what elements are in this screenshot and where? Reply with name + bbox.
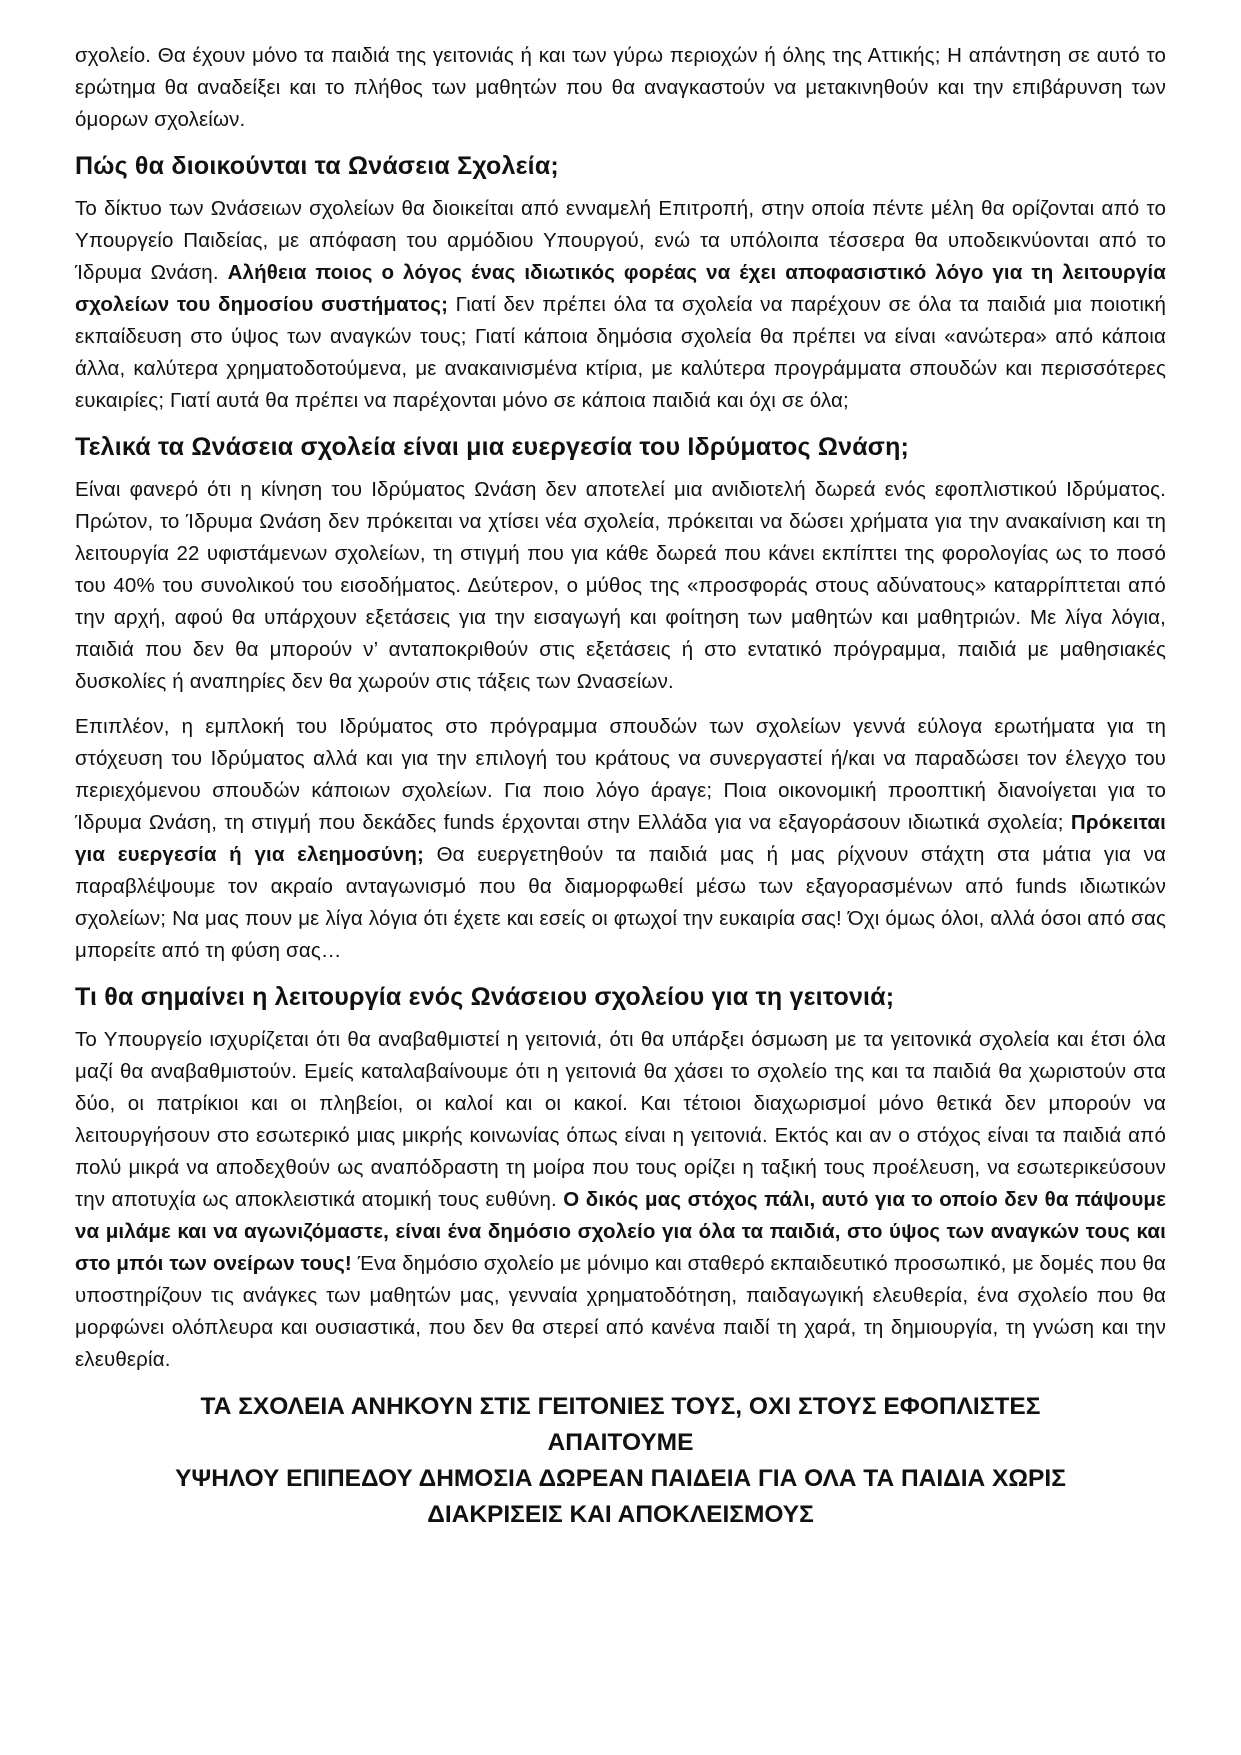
benefaction-bold-question: Πρόκειται για ευεργεσία ή για ελεημοσύνη; [75, 811, 1166, 866]
section-heading-benefaction: Τελικά τα Ωνάσεια σχολεία είναι μια ευεργεσία του Ιδρύματος Ωνάση; [75, 433, 910, 461]
intro-paragraph: σχολείο. Θα έχουν μόνο τα παιδιά της γειτονιάς ή και των γύρω περιοχών ή όλης της Αττικής; Η απάντηση σε αυτό το ερώτημα θα αναδείξει και το πλήθος των μαθητών που θα αναγκαστούν να μετακινηθούν και την επιβάρυνση των όμορων σχολείων. [75, 44, 1166, 131]
neighborhood-bold-goal: Ο δικός μας στόχος πάλι, αυτό για το οποίο δεν θα πάψουμε να μιλάμε και να αγωνιζόμαστε, είναι ένα δημόσιο σχολείο για όλα τα παιδιά, στο ύψος των αναγκών τους και στο μπόι των ονείρων τους! [75, 1188, 1166, 1275]
section-heading-governance: Πώς θα διοικούνται τα Ωνάσεια Σχολεία; [75, 152, 559, 180]
closing-line-1: ΤΑ ΣΧΟΛΕΙΑ ΑΝΗΚΟΥΝ ΣΤΙΣ ΓΕΙΤΟΝΙΕΣ ΤΟΥΣ, ΟΧΙ ΣΤΟΥΣ ΕΦΟΠΛΙΣΤΕΣ [200, 1393, 1041, 1420]
governance-bold-question: Αλήθεια ποιος ο λόγος ένας ιδιωτικός φορέας να έχει αποφασιστικό λόγο για τη λειτουργία σχολείων του δημοσίου συστήματος; [75, 261, 1166, 316]
benefaction-paragraph-2 [75, 711, 1166, 967]
governance-text-b: Γιατί δεν πρέπει όλα τα σχολεία να παρέχουν σε όλα τα παιδιά μια ποιοτική εκπαίδευση στο ύψος των αναγκών τους; Γιατί κάποια δημόσια σχολεία θα πρέπει να είναι «ανώτερα» από κάποια άλλα, καλύτερα χρηματοδοτούμενα, με ανακαινισμένα κτίρια, με καλύτερα προγράμματα σπουδών και περισσότερες ευκαιρίες; Γιατί αυτά θα πρέπει να παρέχονται μόνο σε κάποια παιδιά και όχι σε όλα; [75, 293, 1166, 412]
neighborhood-text-b: Ένα δημόσιο σχολείο με μόνιμο και σταθερό εκπαιδευτικό προσωπικό, με δομές που θα υποστηρίζουν τις ανάγκες των μαθητών μας, γενναία χρηματοδότηση, παιδαγωγική ελευθερία, ένα σχολείο που θα μορφώνει ολόπλευρα και ουσιαστικά, που δεν θα στερεί από κανένα παιδί τη χαρά, τη δημιουργία, τη γνώση και την ελευθερία. [75, 1252, 1167, 1371]
benefaction-text-b: Θα ευεργετηθούν τα παιδιά μας ή μας ρίχνουν στάχτη στα μάτια για να παραβλέψουμε τον ακραίο ανταγωνισμό που θα διαμορφωθεί μέσω των εξαγορασμένων από funds ιδιωτικών σχολείων; Να μας πουν με λίγα λόγια ότι έχετε και εσείς οι φτωχοί την ευκαιρία σας! Όχι όμως όλοι, αλλά όσοι από σας μπορείτε από τη φύση σας… [75, 843, 1167, 962]
closing-line-3: ΥΨΗΛΟΥ ΕΠΙΠΕΔΟΥ ΔΗΜΟΣΙΑ ΔΩΡΕΑΝ ΠΑΙΔΕΙΑ ΓΙΑ ΟΛΑ ΤΑ ΠΑΙΔΙΑ ΧΩΡΙΣ ΔΙΑΚΡΙΣΕΙΣ ΚΑΙ ΑΠΟΚΛΕΙΣΜΟΥΣ [175, 1465, 1066, 1528]
section-heading-neighborhood: Τι θα σημαίνει η λειτουργία ενός Ωνάσειου σχολείου για τη γειτονιά; [75, 983, 895, 1011]
closing-slogan [75, 1389, 1166, 1533]
benefaction-paragraph-1: Είναι φανερό ότι η κίνηση του Ιδρύματος Ωνάση δεν αποτελεί μια ανιδιοτελή δωρεά ενός εφοπλιστικού Ιδρύματος. Πρώτον, το Ίδρυμα Ωνάση δεν πρόκειται να χτίσει νέα σχολεία, πρόκειται να δώσει χρήματα για την ανακαίνιση και τη λειτουργία 22 υφιστάμενων σχολείων, τη στιγμή που για κάθε δωρεά που κάνει εκπίπτει της φορολογίας ως το ποσό του 40% του συνολικού του εισοδήματος. Δεύτερον, ο μύθος της «προσφοράς στους αδύνατους» καταρρίπτεται από την αρχή, αφού θα υπάρχουν εξετάσεις για την εισαγωγή και φοίτηση των μαθητών και μαθητριών. Με λίγα λόγια, παιδιά που δεν θα μπορούν ν’ ανταποκριθούν στις εξετάσεις ή στο εντατικό πρόγραμμα, παιδιά με μαθησιακές δυσκολίες ή αναπηρίες δεν θα χωρούν στις τάξεις των Ωνασείων. [75, 478, 1166, 693]
neighborhood-paragraph [75, 1024, 1166, 1376]
benefaction-text-a: Επιπλέον, η εμπλοκή του Ιδρύματος στο πρόγραμμα σπουδών των σχολείων γεννά εύλογα ερωτήματα για τη στόχευση του Ιδρύματος αλλά και για την επιλογή του κράτους να συνεργαστεί ή/και να παραδώσει τον έλεγχο του περιεχόμενου σπουδών κάποιων σχολείων. Για ποιο λόγο άραγε; Ποια οικονομική προοπτική διανοίγεται για το Ίδρυμα Ωνάση, τη στιγμή που δεκάδες funds έρχονται στην Ελλάδα για να εξαγοράσουν ιδιωτικά σχολεία; [75, 715, 1166, 834]
governance-text-a: Το δίκτυο των Ωνάσειων σχολείων θα διοικείται από ενναμελή Επιτροπή, στην οποία πέντε μέλη θα ορίζονται από το Υπουργείο Παιδείας, με απόφαση του αρμόδιου Υπουργού, ενώ τα υπόλοιπα τέσσερα θα υποδεικνύονται από το Ίδρυμα Ωνάση. [75, 197, 1166, 284]
neighborhood-text-a: Το Υπουργείο ισχυρίζεται ότι θα αναβαθμιστεί η γειτονιά, ότι θα υπάρξει όσμωση με τα γειτονικά σχολεία και έτσι όλα μαζί θα αναβαθμιστούν. Εμείς καταλαβαίνουμε ότι η γειτονιά θα χάσει το σχολείο της και τα παιδιά θα χωριστούν στα δύο, οι πατρίκιοι και οι πληβείοι, οι καλοί και οι κακοί. Και τέτοιοι διαχωρισμοί μόνο θετικά δεν μπορούν να λειτουργήσουν στο εσωτερικό μιας μικρής κοινωνίας όπως είναι η γειτονιά. Εκτός και αν ο στόχος είναι τα παιδιά από πολύ μικρά να αποδεχθούν ως αναπόδραστη τη μοίρα που τους ορίζει η ταξική τους προέλευση, να εσωτερικεύσουν την αποτυχία ως αποκλειστικά ατομική τους ευθύνη. [75, 1028, 1166, 1211]
closing-line-2: ΑΠΑΙΤΟΥΜΕ [547, 1429, 694, 1456]
governance-paragraph [75, 193, 1166, 417]
